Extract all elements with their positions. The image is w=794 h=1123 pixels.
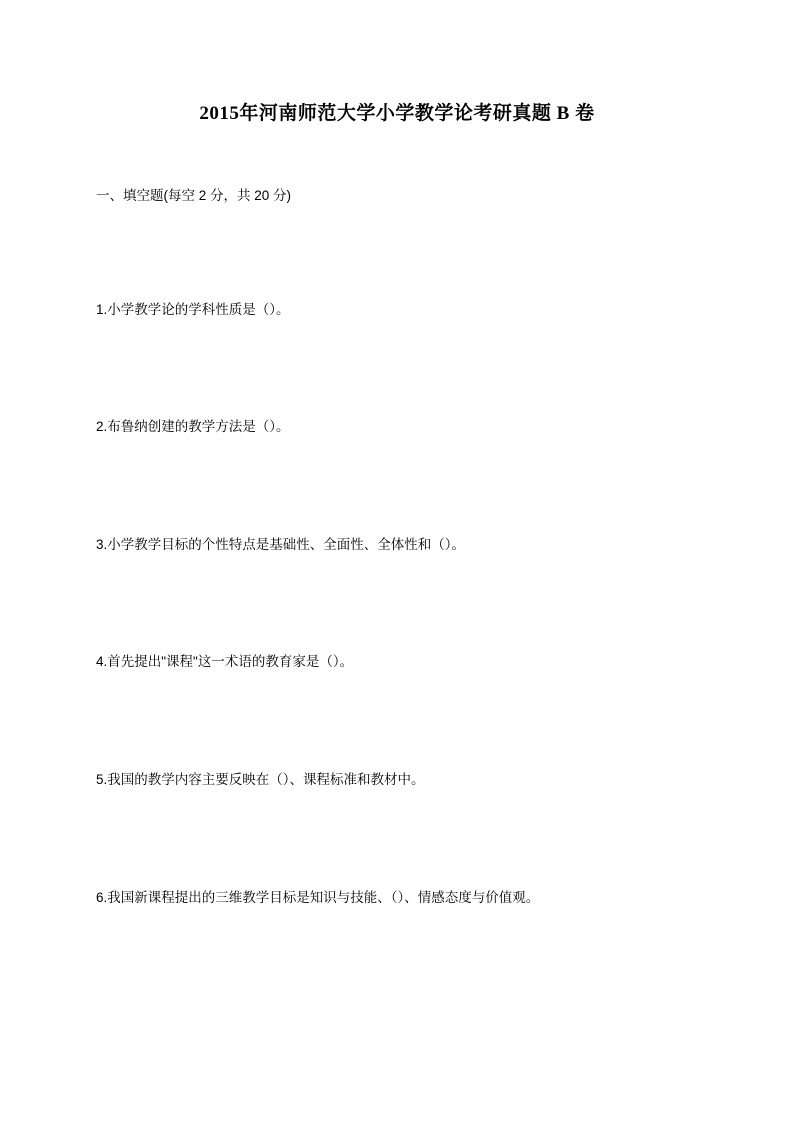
question-item: 4.首先提出"课程"这一术语的教育家是（）。 (96, 654, 354, 670)
question-item: 1.小学教学论的学科性质是（）。 (96, 301, 290, 317)
question-item: 5.我国的教学内容主要反映在（）、课程标准和教材中。 (96, 771, 425, 787)
question-item: 6.我国新课程提出的三维教学目标是知识与技能、（）、情感态度与价值观。 (96, 889, 540, 905)
page-title: 2015年河南师范大学小学教学论考研真题 B 卷 (199, 103, 595, 124)
question-list (96, 299, 698, 909)
question-item: 2.布鲁纳创建的教学方法是（）。 (96, 419, 290, 435)
question-item: 3.小学教学目标的个性特点是基础性、全面性、全体性和（）。 (96, 536, 466, 552)
section-heading-fill-in-the-blank: 一、填空题(每空 2 分，共 20 分) (96, 188, 292, 203)
